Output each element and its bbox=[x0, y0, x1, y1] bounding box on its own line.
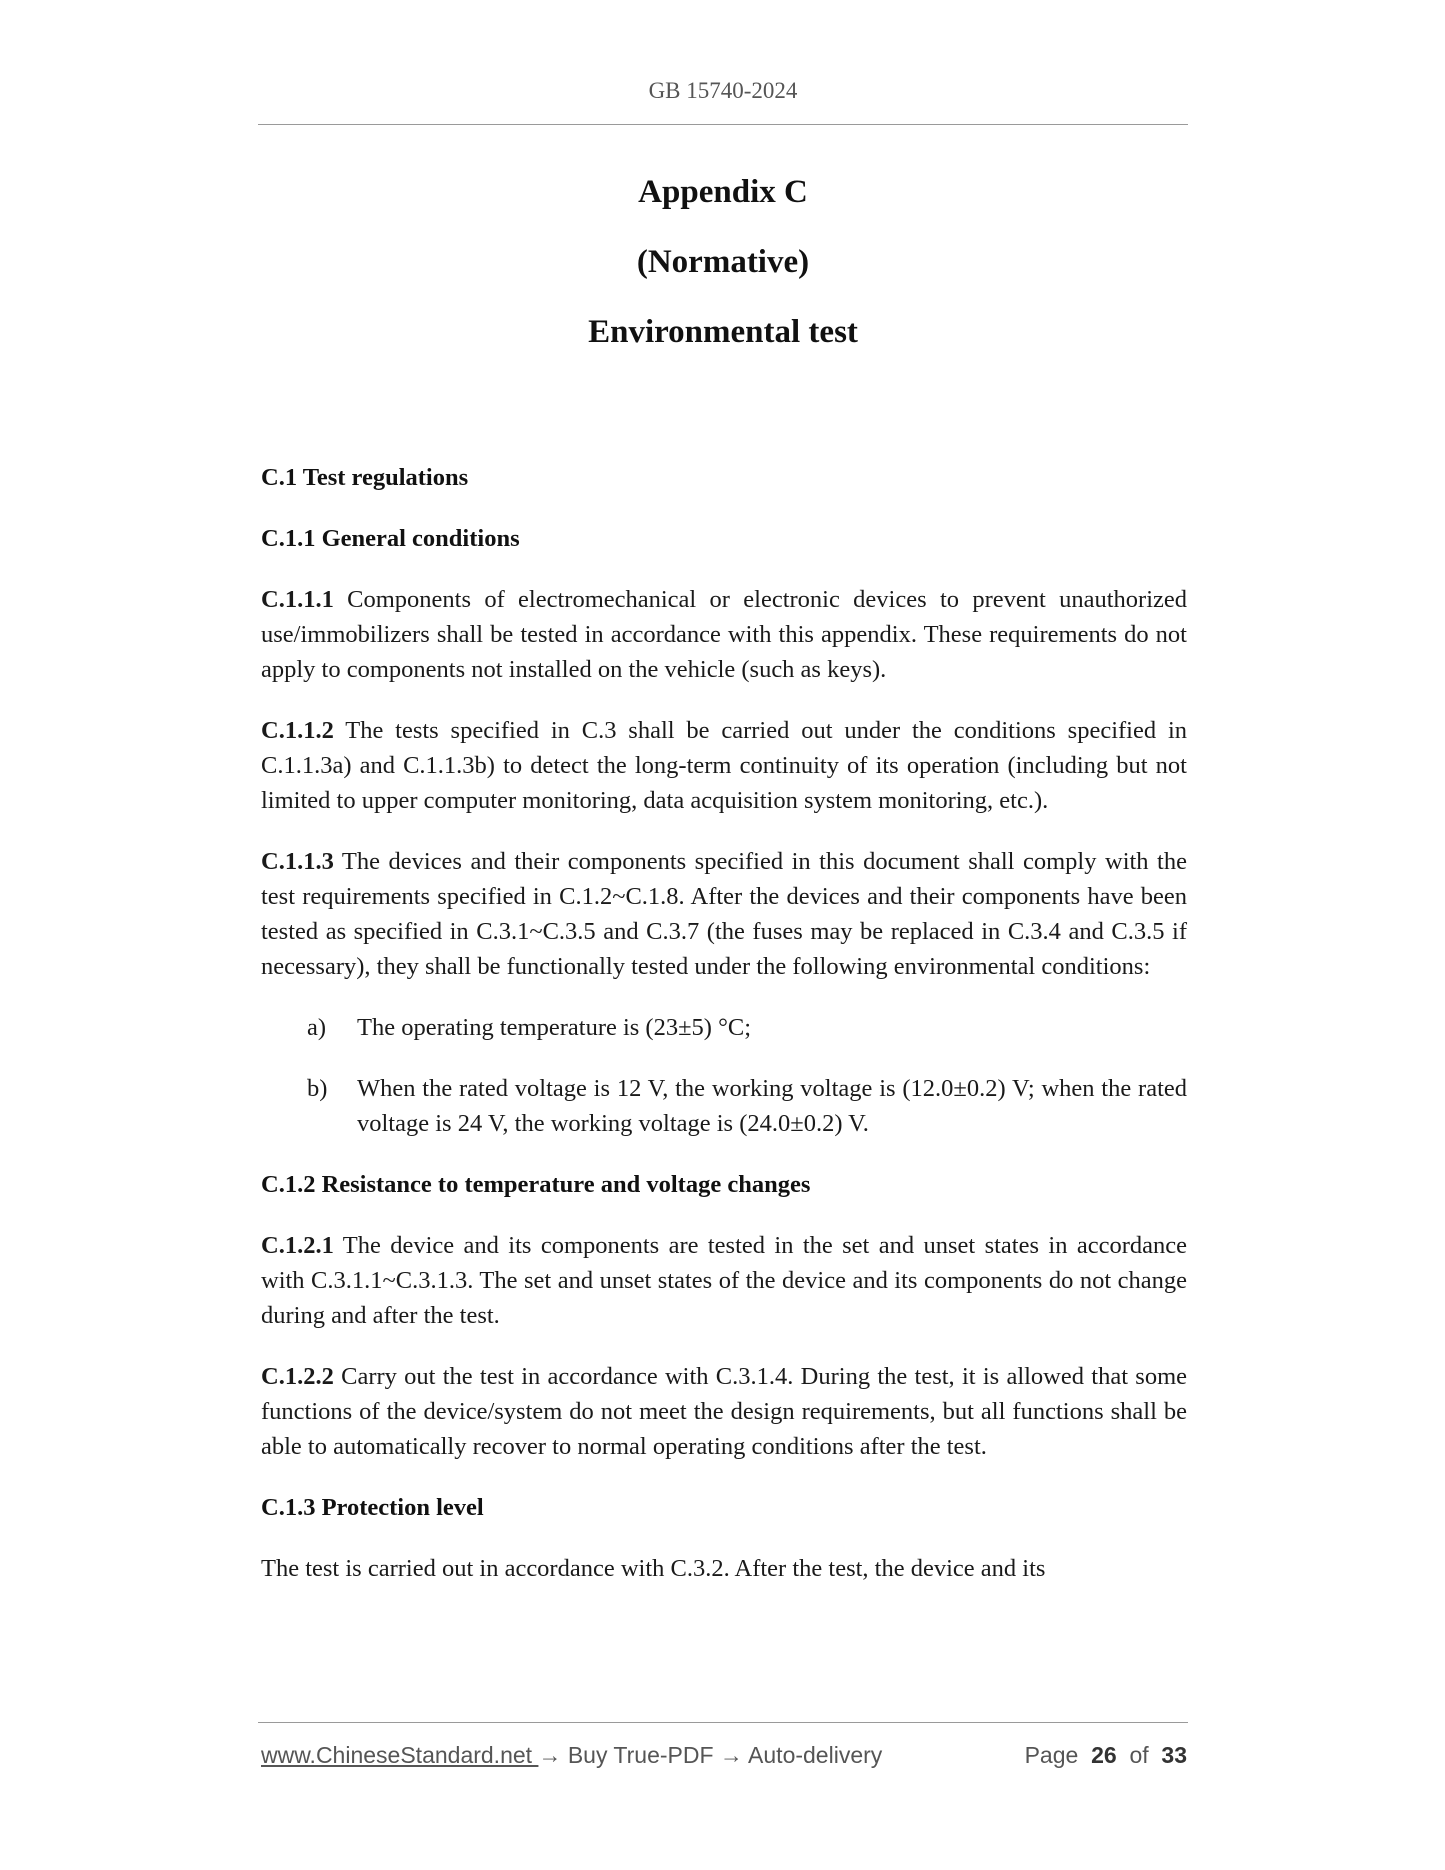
page-current: 26 bbox=[1091, 1742, 1117, 1768]
section-heading-c11: C.1.1 General conditions bbox=[261, 525, 520, 552]
clause-c1111 bbox=[261, 582, 1187, 687]
document-body bbox=[261, 460, 1187, 1612]
list-marker: b) bbox=[307, 1075, 328, 1102]
clause-text: The devices and their components specified in this document shall comply with the test requirements specified in C.1.2~C.1.8. After the devices and their components have been tested as specified in C.3.1~C.3.5 and C.3.7 (the fuses may be replaced in C.3.4 and C.3.5 if necessary), they shall be functionally tested under the following environmental conditions: bbox=[261, 848, 1187, 980]
header-divider bbox=[258, 124, 1188, 125]
page-total: 33 bbox=[1161, 1742, 1187, 1768]
page-of-label: of bbox=[1129, 1742, 1149, 1768]
footer-promo-text: → Buy True-PDF → Auto-delivery bbox=[538, 1742, 883, 1768]
list-item-text: When the rated voltage is 12 V, the working voltage is (12.0±0.2) V; when the rated voltage is 24 V, the working voltage is (24.0±0.2) V. bbox=[357, 1075, 1187, 1137]
appendix-subject: Environmental test bbox=[588, 314, 858, 350]
clause-number: C.1.1.2 bbox=[261, 717, 334, 744]
clause-text: Components of electromechanical or electronic devices to prevent unauthorized use/immobilizers shall be tested in accordance with this appendix. These requirements do not apply to components not installed on the vehicle (such as keys). bbox=[261, 586, 1187, 683]
clause-c1112 bbox=[261, 713, 1187, 818]
clause-number: C.1.1.3 bbox=[261, 848, 334, 875]
clause-c1113 bbox=[261, 844, 1187, 984]
clause-text: The device and its components are tested in the set and unset states in accordance with C.3.1.1~C.3.1.3. The set and unset states of the device and its components do not change during and after the test. bbox=[261, 1232, 1187, 1329]
section-heading-c1: C.1 Test regulations bbox=[261, 464, 469, 491]
website-link[interactable]: www.ChineseStandard.net bbox=[261, 1742, 539, 1768]
clause-number: C.1.2.1 bbox=[261, 1232, 334, 1259]
page-indicator bbox=[1025, 1742, 1187, 1769]
page-footer bbox=[261, 1742, 1187, 1769]
footer-divider bbox=[258, 1722, 1188, 1723]
page-label: Page bbox=[1024, 1742, 1079, 1768]
document-header-id: GB 15740-2024 bbox=[648, 78, 798, 103]
clause-text: Carry out the test in accordance with C.3.1.4. During the test, it is allowed that some functions of the device/system do not meet the design requirements, but all functions shall be able to automatically recover to normal operating conditions after the test. bbox=[261, 1363, 1187, 1460]
clause-number: C.1.2.2 bbox=[261, 1363, 334, 1390]
clause-number: C.1.1.1 bbox=[261, 586, 334, 613]
clause-c13-text: The test is carried out in accordance with C.3.2. After the test, the device and its bbox=[261, 1555, 1046, 1582]
section-heading-c12: C.1.2 Resistance to temperature and voltage changes bbox=[261, 1171, 811, 1198]
list-item bbox=[261, 1010, 1187, 1045]
clause-c122 bbox=[261, 1359, 1187, 1464]
appendix-type: (Normative) bbox=[636, 244, 810, 280]
list-marker: a) bbox=[307, 1014, 327, 1041]
clause-text: The tests specified in C.3 shall be carried out under the conditions specified in C.1.1.3a) and C.1.1.3b) to detect the long-term continuity of its operation (including but not limited to upper computer monitoring, data acquisition system monitoring, etc.). bbox=[261, 717, 1187, 814]
list-item-text: The operating temperature is (23±5) °C; bbox=[357, 1014, 752, 1041]
appendix-title: Appendix C bbox=[638, 174, 808, 210]
list-item bbox=[261, 1071, 1187, 1141]
section-heading-c13: C.1.3 Protection level bbox=[261, 1494, 484, 1521]
appendix-title-block bbox=[258, 172, 1188, 382]
clause-c121 bbox=[261, 1228, 1187, 1333]
